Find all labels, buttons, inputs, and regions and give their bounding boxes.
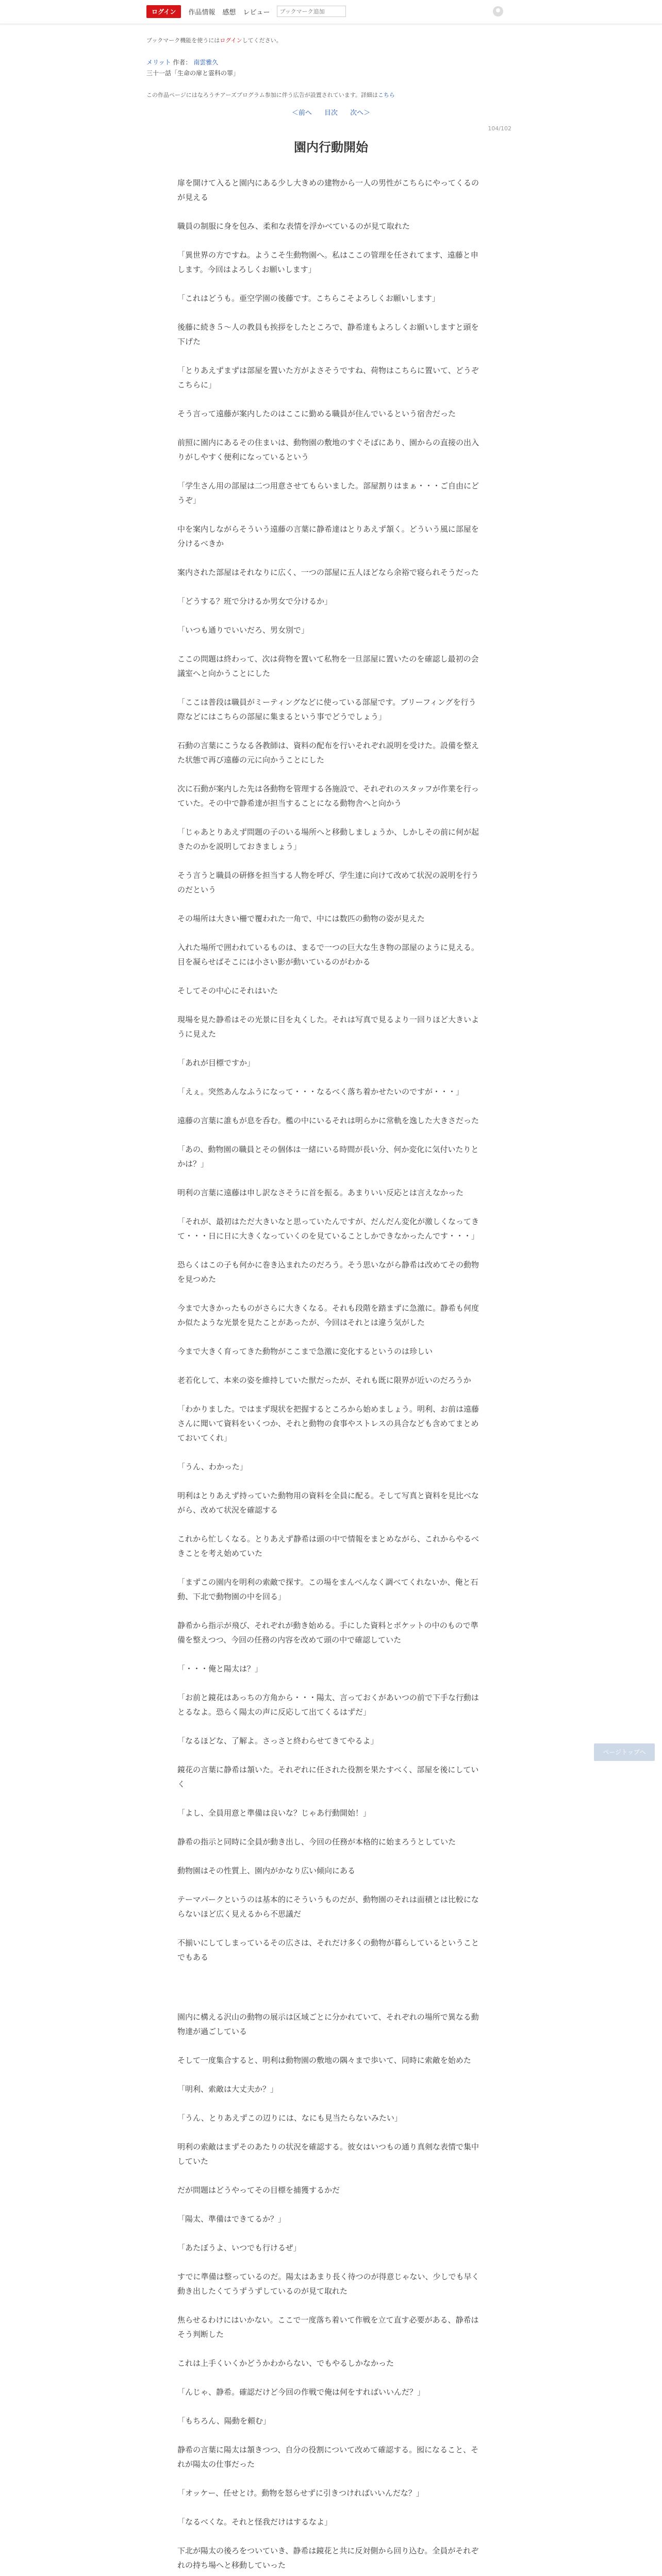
- body-paragraph: 明利の言葉に遠藤は申し訳なさそうに首を振る。あまりいい反応とは言えなかった: [177, 1188, 464, 1197]
- body-paragraph: 「うん、わかった」: [177, 1462, 247, 1471]
- body-paragraph: 下北が陽太の後ろをついていき、静希は鏡花と共に反対側から回り込む。全員がそれぞれの持ち場へと移動していった: [177, 2546, 479, 2570]
- author-label: 作者：: [173, 59, 192, 66]
- top-navigation-inner: [146, 5, 346, 18]
- chapter-body: [146, 176, 516, 2576]
- body-paragraph: 「あれが目標ですか」: [177, 1058, 255, 1067]
- body-paragraph: テーマパークというのは基本的にそういうものだが、動物園のそれは面積とは比較にならないほど広く見えるから不思議だ: [177, 1895, 479, 1919]
- user-avatar-icon[interactable]: [493, 6, 503, 16]
- body-paragraph: 「えぇ。突然あんなふうになって・・・なるべく落ち着かせたいのですが・・・」: [177, 1087, 464, 1096]
- body-paragraph: 今まで大きく育ってきた動物がここまで急激に変化するというのは珍しい: [177, 1347, 433, 1356]
- body-paragraph: 静希の指示と同時に全員が動き出し、今回の任務が本格的に始まろうとしていた: [177, 1837, 456, 1846]
- body-paragraph: 「まずこの園内を明利の索敵で探す。この場をまんべんなく調べてくれないか、俺と石動、下北で動物園の中を回る」: [177, 1578, 478, 1601]
- body-paragraph: 中を案内しながらそういう遠藤の言葉に静希達はとりあえず頷く。どういう風に部屋を分けるべきか: [177, 524, 479, 548]
- nav-link-impressions[interactable]: 感想: [222, 8, 236, 16]
- body-paragraph: そう言うと職員の研修を担当する人物を呼び、学生達に向けて改めて状況の説明を行うのだという: [177, 871, 479, 894]
- body-paragraph: 次に石動が案内した先は各動物を管理する各施設で、それぞれのスタッフが作業を行っていた。その中で静希達が担当することになる動物舎へと向かう: [177, 784, 479, 808]
- body-paragraph: 「なるべくな。それと怪我だけはするなよ」: [177, 2517, 333, 2527]
- body-paragraph: 「これはどうも。亜空学園の後藤です。こちらこそよろしくお願いします」: [177, 294, 440, 303]
- body-paragraph: 「異世界の方ですね。ようこそ生動物園へ。私はここの管理を任されてます、遠藤と申します。今回はよろしくお願いします」: [177, 250, 478, 274]
- body-paragraph: 老若化して、本来の姿を維持していた獣だったが、それも既に限界が近いのだろうか: [177, 1376, 471, 1385]
- top-navigation-bar: [0, 0, 662, 24]
- chapter-number: 104/102: [488, 125, 511, 132]
- body-paragraph: 石動の言葉にこうなる各教師は、資料の配布を行いそれぞれ説明を受けた。設備を整えた状態で再び遠藤の元に向かうことにした: [177, 741, 479, 765]
- body-paragraph: 「あたぼうよ、いつでも行けるぜ」: [177, 2243, 301, 2252]
- chapter-title: 園内行動開始: [294, 140, 368, 155]
- body-paragraph: そう言って遠藤が案内したのはここに勤める職員が住んでいるという宿舎だった: [177, 409, 456, 418]
- body-paragraph: 静希から指示が飛び、それぞれが動き始める。手にした資料とポケットの中のもので準備を整えつつ、今回の任務の内容を改めて頭の中で確認していた: [177, 1621, 478, 1645]
- login-notice-after: してください。: [242, 37, 282, 44]
- body-paragraph: 園内に構える沢山の動物の展示は区域ごとに分かれていて、それぞれの場所で異なる動物達が過ごしている: [177, 2012, 479, 2036]
- body-paragraph: 動物園はその性質上、園内がかなり広い傾向にある: [177, 1866, 356, 1875]
- body-paragraph: 「ここは普段は職員がミーティングなどに使っている部屋です。ブリーフィングを行う際などにはこちらの部屋に集まるという事でどうでしょう」: [177, 698, 476, 721]
- body-paragraph: ここの問題は終わって、次は荷物を置いて私物を一旦部屋に置いたのを確認し最初の会議室へと向かうことにした: [177, 654, 479, 678]
- body-paragraph: 「うん、とりあえずこの辺りには、なにも見当たらないみたい」: [177, 2113, 402, 2123]
- body-paragraph: 「んじゃ、静希。確認だけど今回の作戦で俺は何をすればいいんだ？」: [177, 2387, 425, 2397]
- body-paragraph: その場所は大きい柵で覆われた一角で、中には数匹の動物の姿が見えた: [177, 914, 425, 923]
- chapter-heading: 三十一話「生命の扉と霊科の罪」: [146, 70, 240, 77]
- body-paragraph: これから忙しくなる。とりあえず静希は頭の中で情報をまとめながら、これからやるべきことを考え始めていた: [177, 1534, 479, 1558]
- next-chapter-link[interactable]: 次へ＞: [350, 109, 371, 117]
- bookmark-input[interactable]: [277, 6, 346, 17]
- body-paragraph: 明利はとりあえず持っていた動物用の資料を全員に配る。そして写真と資料を見比べながら、改めて状況を確認する: [177, 1491, 479, 1515]
- login-notice-before: ブックマーク機能を使うには: [146, 37, 220, 44]
- login-notice: [146, 36, 516, 44]
- prev-chapter-link[interactable]: ＜前へ: [291, 109, 312, 117]
- body-paragraph: 「明利、索敵は大丈夫か？」: [177, 2084, 278, 2094]
- body-paragraph: 「学生さん用の部屋は二つ用意させてもらいました。部屋割りはまぁ・・・ご自由にどうぞ」: [177, 481, 479, 505]
- body-paragraph: 前照に園内にあるその住まいは、動物園の敷地のすぐそばにあり、園からの直接の出入りがしやすく便利になっているという: [177, 438, 479, 462]
- body-paragraph: 入れた場所で囲われているものは、まるで一つの巨大な生き物の部屋のように見える。目を凝らせばそこには小さい影が動いているのがわかる: [177, 943, 479, 967]
- body-paragraph: 後藤に続き５～人の教員も挨拶をしたところで、静希達もよろしくお願いしますと頭を下げた: [177, 323, 479, 346]
- body-paragraph: 焦らせるわけにはいかない。ここで一度落ち着いて作戦を立て直す必要がある、静希はそう判断した: [177, 2315, 479, 2339]
- body-paragraph: 職員の制服に身を包み、柔和な表情を浮かべているのが見て取れた: [177, 222, 410, 231]
- series-info: [146, 58, 516, 66]
- body-paragraph: 「とりあえずまずは部屋を置いた方がよさそうですね、荷物はこちらに置いて、どうぞこちらに」: [177, 366, 479, 389]
- body-paragraph: 「陽太、準備はできてるか？」: [177, 2214, 286, 2224]
- ad-notice: [146, 91, 516, 99]
- body-paragraph: 「お前と鏡花はあっちの方角から・・・陽太、言っておくがあいつの前で下手な行動はとるなよ。恐らく陽太の声に反応して出てくるはずだ」: [177, 1693, 479, 1717]
- page-top-button[interactable]: ページトップへ: [594, 1743, 655, 1761]
- series-name-link[interactable]: メリット: [146, 59, 171, 66]
- body-paragraph: 「もちろん、陽動を頼む」: [177, 2416, 271, 2426]
- body-paragraph: 不揃いにしてしまっているその広さは、それだけ多くの動物が暮らしているということでもある: [177, 1938, 479, 1962]
- body-paragraph: 「それが、最初はただ大きいなと思っていたんですが、だんだん変化が激しくなってきて・・・日に日に大きくなっていくのを見ていることしかできなかったんです・・・」: [177, 1217, 479, 1241]
- toc-link[interactable]: 目次: [324, 109, 338, 117]
- body-paragraph: だが問題はどうやってその目標を捕獲するかだ: [177, 2185, 340, 2195]
- body-paragraph: 「いつも通りでいいだろ、男女別で」: [177, 625, 309, 635]
- login-notice-link[interactable]: ログイン: [220, 37, 242, 44]
- body-paragraph: 「どうする？班で分けるか男女で分けるか」: [177, 597, 333, 606]
- login-button[interactable]: ログイン: [146, 5, 181, 18]
- body-paragraph: 静希の言葉に陽太は頷きつつ、自分の役割について改めて確認する。囮になること、それが陽太の仕事だった: [177, 2445, 479, 2469]
- body-paragraph: すでに準備は整っているのだ。陽太はあまり長く待つのが得意じゃない、少しでも早く動き出したくてうずうずしているのが見て取れた: [177, 2272, 479, 2296]
- body-paragraph: そして一度集合すると、明利は動物園の敷地の隅々まで歩いて、同時に索敵を始めた: [177, 2056, 471, 2065]
- body-paragraph: 恐らくはこの子も何かに巻き込まれたのだろう。そう思いながら静希は改めてその動物を見つめた: [177, 1260, 479, 1284]
- body-paragraph: 「・・・俺と陽太は？」: [177, 1664, 263, 1673]
- main-content: [146, 24, 516, 2576]
- body-paragraph: 鏡花の言葉に静希は頷いた。それぞれに任された役割を果たすべく、部屋を後にしていく: [177, 1765, 479, 1789]
- nav-link-review[interactable]: レビュー: [243, 8, 270, 16]
- body-paragraph: 今まで大きかったものがさらに大きくなる。それも段階を踏まずに急激に。静希も何度か似たような光景を見たことがあったが、今回はそれとは違う気がした: [177, 1303, 479, 1327]
- nav-link-work-info[interactable]: 作品情報: [188, 8, 216, 16]
- body-paragraph: 「じゃあとりあえず問題の子のいる場所へと移動しましょうか、しかしその前に何が起きたのかを説明しておきましょう」: [177, 827, 479, 851]
- body-paragraph: 「よし、全員用意と準備は良いな？じゃあ行動開始！」: [177, 1808, 371, 1818]
- body-paragraph: そしてその中心にそれはいた: [177, 986, 278, 995]
- body-paragraph: 遠藤の言葉に誰もが息を呑む。檻の中にいるそれは明らかに常軌を逸した大きさだった: [177, 1116, 479, 1125]
- body-paragraph: 「わかりました。ではまず現状を把握するところから始めましょう。明利、お前は遠藤さんに聞いて資料をいくつか、それと動物の食事やストレスの具合なども含めてまとめておいてくれ」: [177, 1404, 479, 1443]
- author-link[interactable]: 南雲雅久: [193, 59, 219, 66]
- body-paragraph: 「なるほどな、了解よ。さっさと終わらせてきてやるよ」: [177, 1736, 378, 1745]
- body-paragraph: 現場を見た静希はその光景に目を丸くした。それは写真で見るより一回りほど大きいように見えた: [177, 1015, 479, 1039]
- body-paragraph: 扉を開けて入ると園内にある少し大きめの建物から一人の男性がこちらにやってくるのが見える: [177, 178, 479, 202]
- body-paragraph: 案内された部屋はそれなりに広く、一つの部屋に五人ほどなら余裕で寝られそうだった: [177, 568, 479, 577]
- ad-notice-text: この作品ページにはなろうチアーズプログラム参加に伴う広告が設置されています。詳細は: [146, 92, 378, 98]
- body-paragraph: これは上手くいくかどうかわからない、でもやるしかなかった: [177, 2359, 394, 2368]
- chapter-pager: [146, 107, 516, 117]
- body-paragraph: 「オッケー、任せとけ。動物を怒らせずに引きつければいいんだな？」: [177, 2488, 424, 2498]
- body-paragraph: 明利の索敵はまずそのあたりの状況を確認する。彼女はいつもの通り真剣な表情で集中していた: [177, 2142, 479, 2166]
- body-paragraph: 「あの、動物園の職員とその個体は一緒にいる時間が長い分、何か変化に気付いたりとかは？」: [177, 1145, 479, 1168]
- ad-notice-link[interactable]: こちら: [377, 92, 395, 98]
